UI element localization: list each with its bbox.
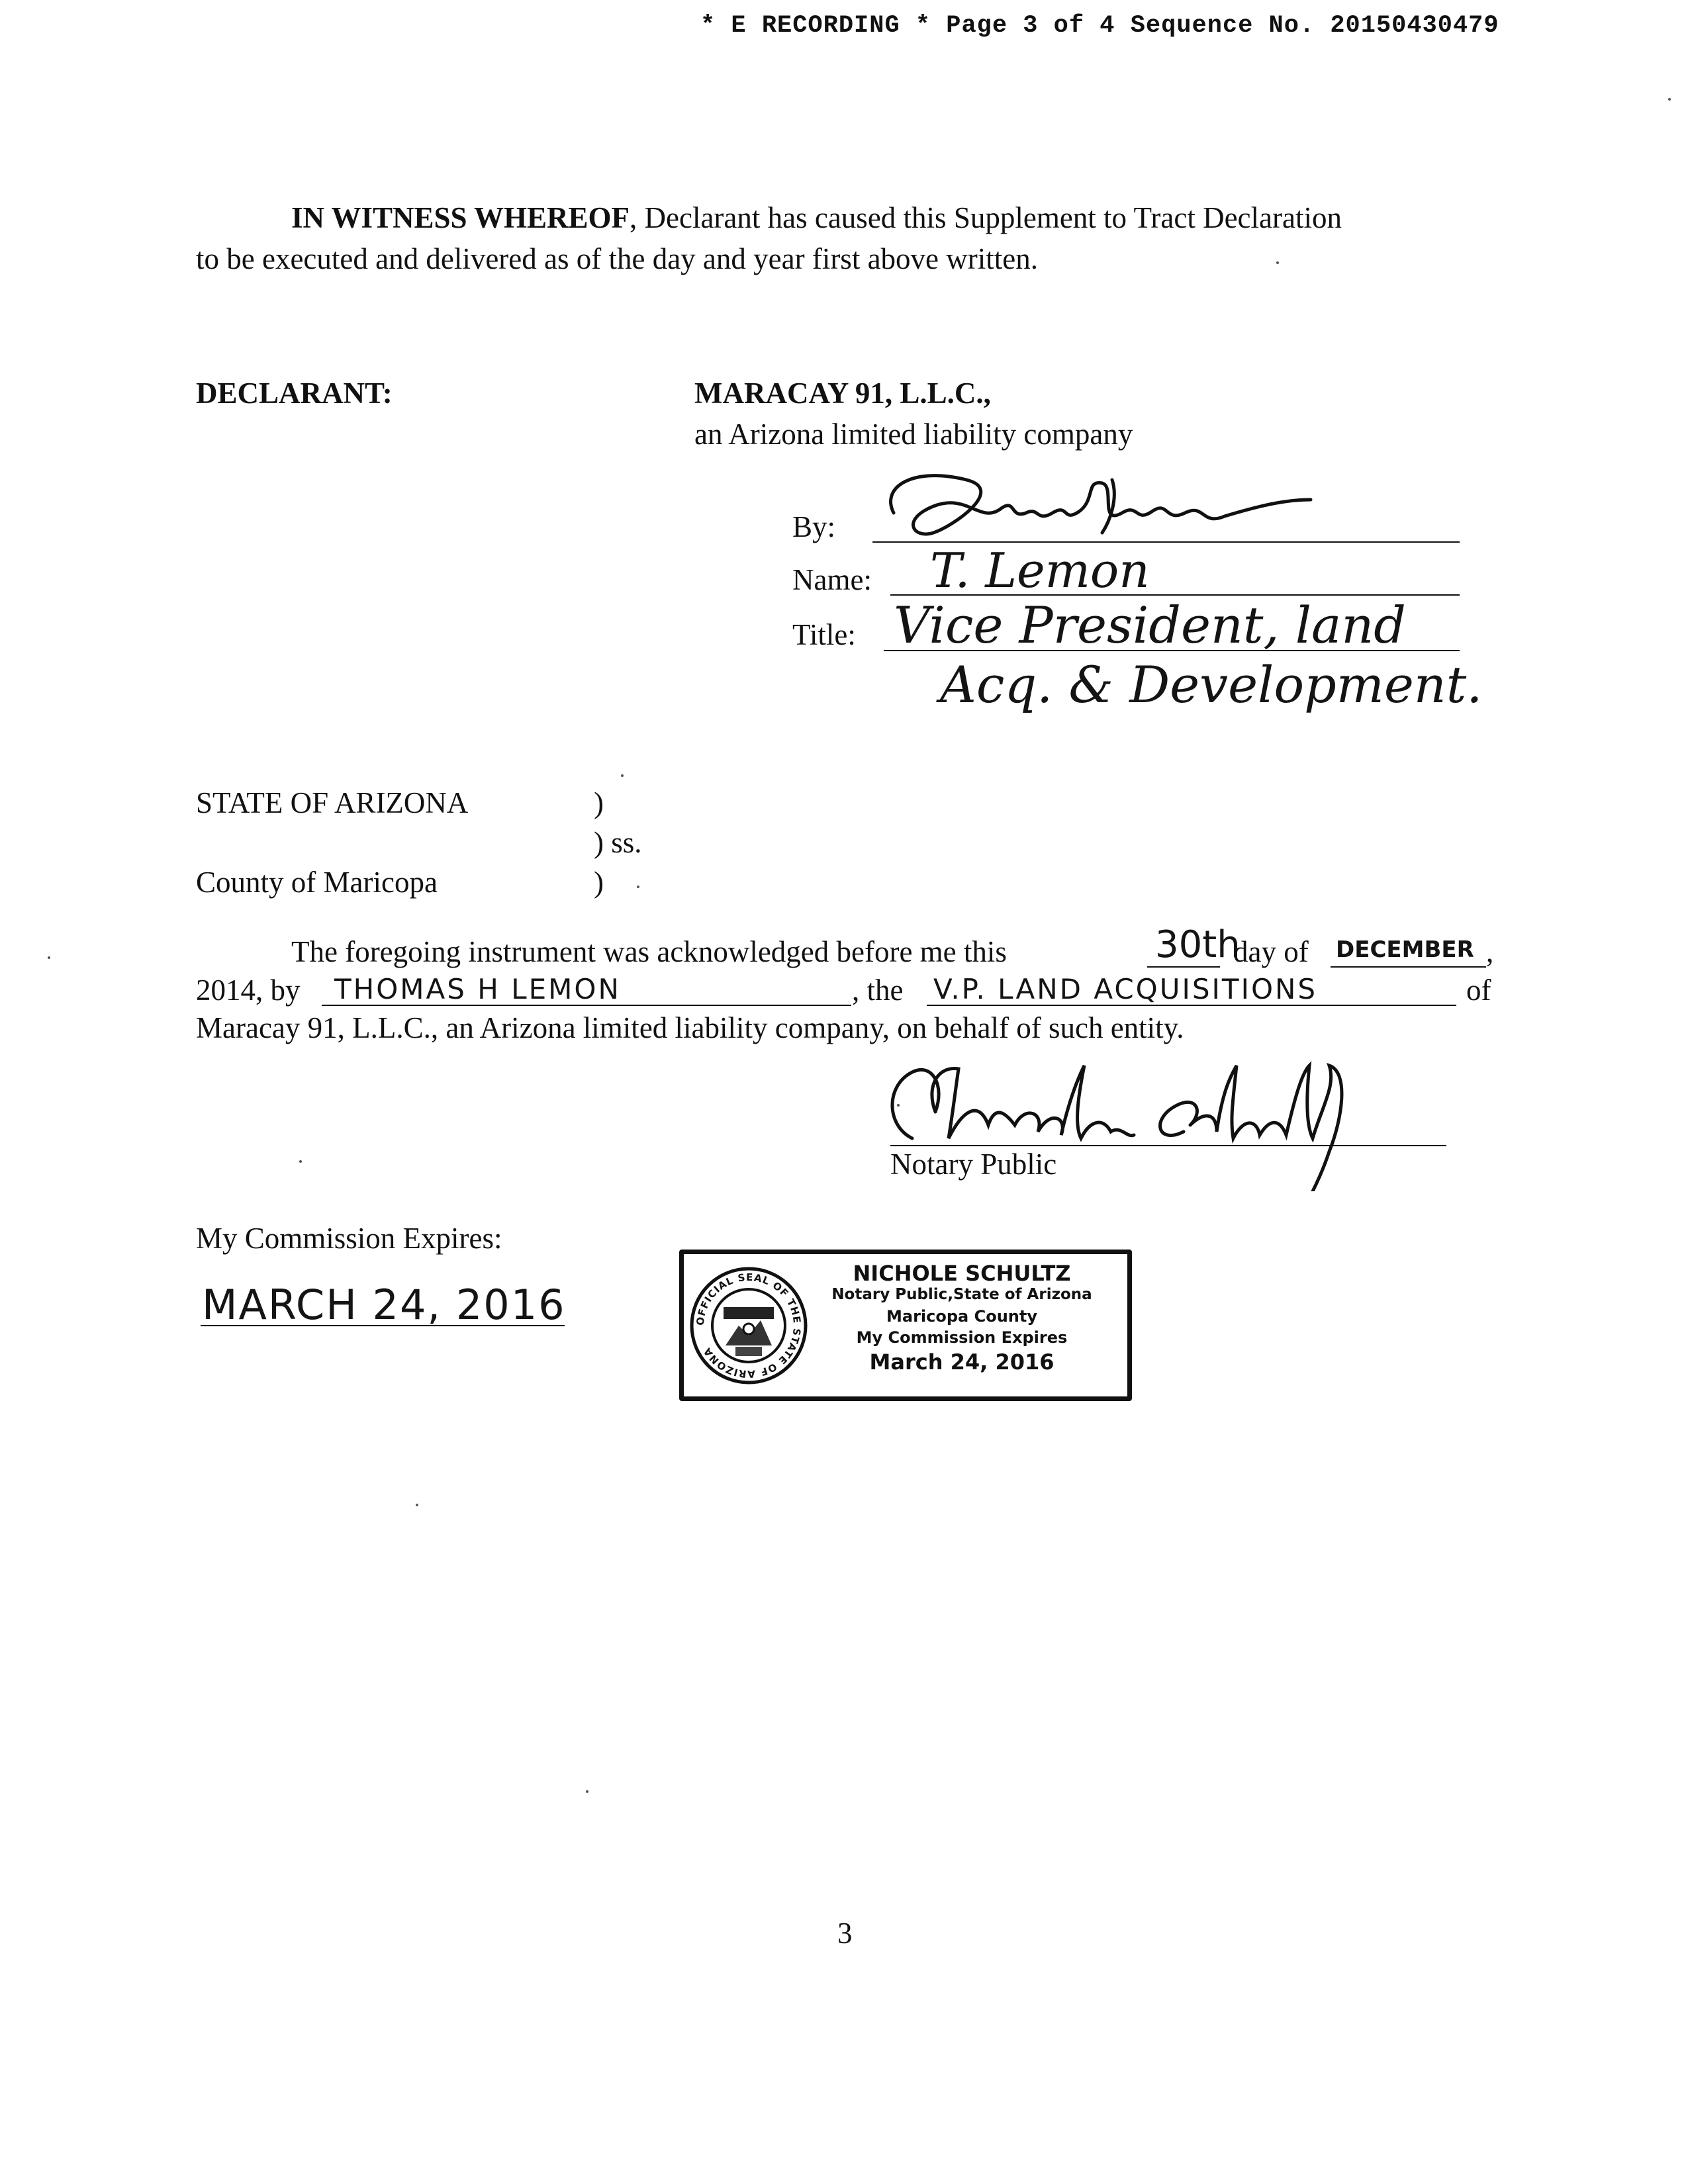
scan-speck (621, 774, 624, 777)
stamp-line-2: Notary Public,State of Arizona (831, 1286, 1092, 1303)
scan-speck (1668, 98, 1671, 101)
company-name: MARACAY 91, L.L.C., (694, 377, 991, 410)
name-label: Name: (792, 563, 872, 596)
stamp-line-3: Maricopa County (886, 1307, 1037, 1326)
ack-line-2-b: , the (852, 974, 904, 1007)
ack-line-1-b: day of (1233, 935, 1309, 968)
month-handwritten: DECEMBER (1336, 936, 1474, 963)
witness-line-2: to be executed and delivered as of the day and year first above written. (196, 242, 1038, 275)
scan-speck (48, 956, 50, 959)
venue-paren-1: ) (594, 786, 604, 819)
commission-label: My Commission Expires: (196, 1222, 502, 1255)
notary-public-label: Notary Public (890, 1148, 1057, 1181)
ack-line-2-c: of (1466, 974, 1491, 1007)
signer-name-handwritten: T. Lemon (930, 543, 1150, 598)
day-line (1147, 966, 1220, 968)
ack-line-1-c: , (1486, 935, 1494, 968)
signer-title-handwritten-2: Acq. & Development. (940, 655, 1483, 714)
witness-rest: , Declarant has caused this Supplement to Tract Declaration (630, 201, 1342, 234)
title-label: Title: (792, 618, 856, 651)
scan-speck (586, 1790, 588, 1793)
day-handwritten: 30th (1155, 923, 1241, 966)
venue-paren-3: ) (594, 866, 604, 899)
scan-speck (416, 1504, 418, 1506)
page-number: 3 (837, 1917, 853, 1950)
stamp-line-4: My Commission Expires (856, 1328, 1068, 1347)
scan-speck (1276, 261, 1279, 264)
by-label: By: (792, 510, 836, 543)
venue-state: STATE OF ARIZONA (196, 786, 469, 819)
venue-county: County of Maricopa (196, 866, 438, 899)
stamp-expiry-date: March 24, 2016 (869, 1349, 1055, 1375)
scan-speck (637, 886, 639, 888)
witness-bold-lead: IN WITNESS WHEREOF (291, 201, 630, 234)
signer-title-handwritten-1: Vice President, land (894, 596, 1406, 655)
witness-line-1 (291, 197, 1342, 238)
month-line (1331, 966, 1486, 968)
venue-paren-ss: ) ss. (594, 826, 642, 859)
ack-line-3: Maracay 91, L.L.C., an Arizona limited liability company, on behalf of such entity. (196, 1011, 1184, 1044)
recording-header: * E RECORDING * Page 3 of 4 Sequence No. 20150430479 (700, 12, 1499, 40)
seal-ring-text: OFFICIAL SEAL OF THE STATE OF ARIZONA (694, 1271, 804, 1381)
notary-stamp (679, 1250, 1132, 1401)
stamp-name: NICHOLE SCHULTZ (853, 1261, 1071, 1286)
declarant-signature (874, 460, 1324, 553)
commission-date-handwritten: MARCH 24, 2016 (202, 1281, 566, 1329)
person-handwritten: THOMAS H LEMON (334, 973, 621, 1005)
role-handwritten: V.P. LAND ACQUISITIONS (933, 973, 1318, 1005)
scan-speck (299, 1160, 302, 1163)
declarant-label: DECLARANT: (196, 377, 393, 410)
scan-speck (897, 1104, 900, 1107)
state-seal-icon (689, 1266, 808, 1385)
ack-line-2-a: 2014, by (196, 974, 301, 1007)
company-description: an Arizona limited liability company (694, 418, 1133, 451)
ack-line-1-a: The foregoing instrument was acknowledged before me this (291, 935, 1007, 968)
